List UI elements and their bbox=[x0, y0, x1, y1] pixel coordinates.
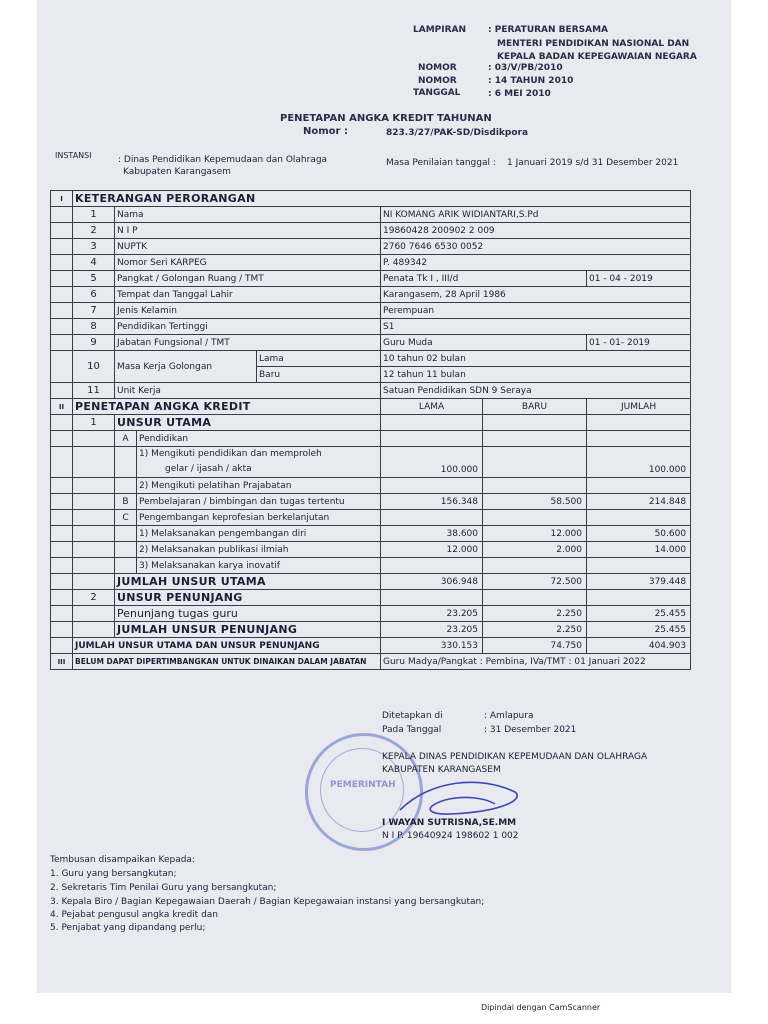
section-1-roman: I bbox=[51, 191, 73, 207]
value-lama: 100.000 bbox=[381, 447, 483, 478]
lampiran-value: : PERATURAN BERSAMA bbox=[488, 25, 608, 35]
item-label: Pendidikan bbox=[137, 431, 381, 447]
lampiran-line2: MENTERI PENDIDIKAN NASIONAL DAN bbox=[497, 39, 690, 49]
instansi-value-line1: : Dinas Pendidikan Kepemudaan dan Olahraga bbox=[118, 155, 328, 165]
lampiran-line3: KEPALA BADAN KEPEGAWAIAN NEGARA bbox=[497, 52, 697, 62]
row-value: Karangasem, 28 April 1986 bbox=[381, 287, 691, 303]
row-label: Tempat dan Tanggal Lahir bbox=[115, 287, 381, 303]
masa-penilaian-value: 1 Januari 2019 s/d 31 Desember 2021 bbox=[507, 158, 679, 168]
table-row bbox=[51, 494, 691, 510]
row-value: Guru Muda bbox=[381, 335, 587, 351]
section-2-title: PENETAPAN ANGKA KREDIT bbox=[73, 399, 381, 415]
row-number: 2 bbox=[73, 223, 115, 239]
table-row bbox=[51, 447, 691, 478]
row-value: NI KOMANG ARIK WIDIANTARI,S.Pd bbox=[381, 207, 691, 223]
unsur-utama-title: UNSUR UTAMA bbox=[115, 415, 381, 431]
table-row bbox=[51, 526, 691, 542]
table-row bbox=[51, 383, 691, 399]
table-row bbox=[51, 558, 691, 574]
section-3-row bbox=[51, 654, 691, 670]
ditetapkan-value: : Amlapura bbox=[484, 711, 534, 721]
value-jumlah: 379.448 bbox=[587, 574, 691, 590]
table-row bbox=[51, 510, 691, 526]
tembusan-item: 2. Sekretaris Tim Penilai Guru yang bersangkutan; bbox=[50, 883, 277, 893]
table-row bbox=[51, 255, 691, 271]
section-3-label: BELUM DAPAT DIPERTIMBANGKAN UNTUK DINAIKAN DALAM JABATAN bbox=[73, 654, 381, 670]
table-row bbox=[51, 638, 691, 654]
row-label: Nomor Seri KARPEG bbox=[115, 255, 381, 271]
row-value: P. 489342 bbox=[381, 255, 691, 271]
table-row bbox=[51, 207, 691, 223]
row-value: Penata Tk I , III/d bbox=[381, 271, 587, 287]
row-label: Nama bbox=[115, 207, 381, 223]
tembusan-item: 5. Penjabat yang dipandang perlu; bbox=[50, 923, 206, 933]
ditetapkan-label: Ditetapkan di bbox=[382, 711, 443, 721]
instansi-label: INSTANSI bbox=[55, 151, 92, 160]
value-jumlah: 25.455 bbox=[587, 606, 691, 622]
table-row bbox=[51, 415, 691, 431]
scanner-footer: Dipindai dengan CamScanner bbox=[481, 1003, 601, 1012]
lampiran-label: LAMPIRAN bbox=[413, 25, 467, 35]
row-number: 9 bbox=[73, 335, 115, 351]
value-jumlah: 100.000 bbox=[587, 447, 691, 478]
value-baru: 74.750 bbox=[483, 638, 587, 654]
title-nomor-label: Nomor : bbox=[303, 126, 348, 137]
value-baru: 2.250 bbox=[483, 606, 587, 622]
row-label: Unit Kerja bbox=[115, 383, 381, 399]
nomor2-label: NOMOR bbox=[418, 76, 457, 86]
row-tmt: 01 - 01- 2019 bbox=[587, 335, 691, 351]
item-letter: B bbox=[115, 494, 137, 510]
value-baru: 2.250 bbox=[483, 622, 587, 638]
masa-kerja-baru-value: 12 tahun 11 bulan bbox=[381, 367, 691, 383]
row-label: Pendidikan Tertinggi bbox=[115, 319, 381, 335]
value-lama: 330.153 bbox=[381, 638, 483, 654]
signatory-office-line1: KEPALA DINAS PENDIDIKAN KEPEMUDAAN DAN OLAHRAGA bbox=[382, 752, 648, 762]
table-row bbox=[51, 622, 691, 638]
value-baru: 2.000 bbox=[483, 542, 587, 558]
item-label: 1) Melaksanakan pengembangan diri bbox=[137, 526, 381, 542]
nomor1-label: NOMOR bbox=[418, 63, 457, 73]
item-label: 2) Melaksanakan publikasi ilmiah bbox=[137, 542, 381, 558]
section-1-title: KETERANGAN PERORANGAN bbox=[73, 191, 691, 207]
item-label: Pengembangan keprofesian berkelanjutan bbox=[137, 510, 381, 526]
value-lama: 23.205 bbox=[381, 606, 483, 622]
row-label: Jabatan Fungsional / TMT bbox=[115, 335, 381, 351]
jumlah-unsur-utama-label: JUMLAH UNSUR UTAMA bbox=[115, 574, 381, 590]
nomor2-value: : 14 TAHUN 2010 bbox=[488, 76, 574, 86]
document-title: PENETAPAN ANGKA KREDIT TAHUNAN bbox=[280, 113, 492, 124]
instansi-value-line2: Kabupaten Karangasem bbox=[123, 167, 231, 177]
tembusan-item: 3. Kepala Biro / Bagian Kepegawaian Daerah / Bagian Kepegawaian instansi yang bersangkutan; bbox=[50, 897, 485, 907]
item-label: 3) Melaksanakan karya inovatif bbox=[137, 558, 381, 574]
jumlah-unsur-penunjang-label: JUMLAH UNSUR PENUNJANG bbox=[115, 622, 381, 638]
table-row bbox=[51, 303, 691, 319]
title-nomor-value: 823.3/27/PAK-SD/Disdikpora bbox=[386, 128, 529, 138]
row-number: 10 bbox=[73, 351, 115, 383]
masa-kerja-lama-label: Lama bbox=[257, 351, 381, 367]
section-3-value: Guru Madya/Pangkat : Pembina, IVa/TMT : 01 Januari 2022 bbox=[381, 654, 691, 670]
unsur-penunjang-title: UNSUR PENUNJANG bbox=[115, 590, 381, 606]
item-label: Pembelajaran / bimbingan dan tugas tertentu bbox=[137, 494, 381, 510]
tanggal-label: TANGGAL bbox=[413, 88, 461, 98]
handwritten-signature bbox=[390, 770, 530, 820]
tembusan-item: 4. Pejabat pengusul angka kredit dan bbox=[50, 910, 218, 920]
row-number: 7 bbox=[73, 303, 115, 319]
item-label: 2) Mengikuti pelatihan Prajabatan bbox=[137, 478, 381, 494]
item-letter: A bbox=[115, 431, 137, 447]
value-lama: 23.205 bbox=[381, 622, 483, 638]
table-row bbox=[51, 271, 691, 287]
table-row bbox=[51, 335, 691, 351]
row-label: NUPTK bbox=[115, 239, 381, 255]
unsur-penunjang-number: 2 bbox=[73, 590, 115, 606]
row-number: 8 bbox=[73, 319, 115, 335]
signatory-name: I WAYAN SUTRISNA,SE.MM bbox=[382, 818, 517, 828]
table-row bbox=[51, 574, 691, 590]
value-baru: 72.500 bbox=[483, 574, 587, 590]
value-lama: 306.948 bbox=[381, 574, 483, 590]
table-row bbox=[51, 287, 691, 303]
table-row bbox=[51, 239, 691, 255]
item-letter: C bbox=[115, 510, 137, 526]
tembusan-item: 1. Guru yang bersangkutan; bbox=[50, 869, 177, 879]
value-jumlah: 14.000 bbox=[587, 542, 691, 558]
value-jumlah: 214.848 bbox=[587, 494, 691, 510]
table-row bbox=[51, 319, 691, 335]
row-value: 19860428 200902 2 009 bbox=[381, 223, 691, 239]
row-number: 5 bbox=[73, 271, 115, 287]
nomor1-value: : 03/V/PB/2010 bbox=[488, 63, 563, 73]
row-number: 3 bbox=[73, 239, 115, 255]
table-row bbox=[51, 431, 691, 447]
table-row bbox=[51, 351, 691, 367]
row-number: 11 bbox=[73, 383, 115, 399]
value-lama: 12.000 bbox=[381, 542, 483, 558]
signatory-office-line2: KABUPATEN KARANGASEM bbox=[382, 765, 501, 775]
value-jumlah: 404.903 bbox=[587, 638, 691, 654]
row-number: 4 bbox=[73, 255, 115, 271]
row-label: Masa Kerja Golongan bbox=[115, 351, 257, 383]
row-value: Perempuan bbox=[381, 303, 691, 319]
row-value: 2760 7646 6530 0052 bbox=[381, 239, 691, 255]
table-row bbox=[51, 590, 691, 606]
row-label: N I P bbox=[115, 223, 381, 239]
row-value: Satuan Pendidikan SDN 9 Seraya bbox=[381, 383, 691, 399]
item-label-line1: 1) Mengikuti pendidikan dan memproleh bbox=[139, 449, 322, 459]
tanggal-value: : 6 MEI 2010 bbox=[488, 89, 551, 99]
row-label: Pangkat / Golongan Ruang / TMT bbox=[115, 271, 381, 287]
section-2-header bbox=[51, 399, 691, 415]
signatory-nip: N I P. 19640924 198602 1 002 bbox=[382, 831, 519, 841]
row-number: 1 bbox=[73, 207, 115, 223]
row-label: Jenis Kelamin bbox=[115, 303, 381, 319]
value-lama: 38.600 bbox=[381, 526, 483, 542]
table-row bbox=[51, 606, 691, 622]
value-lama: 156.348 bbox=[381, 494, 483, 510]
tembusan-title: Tembusan disampaikan Kepada: bbox=[50, 855, 195, 865]
table-row bbox=[51, 542, 691, 558]
pada-tanggal-value: : 31 Desember 2021 bbox=[484, 725, 577, 735]
item-label: Penunjang tugas guru bbox=[115, 606, 381, 622]
masa-penilaian-label: Masa Penilaian tanggal : bbox=[386, 158, 496, 168]
value-jumlah: 25.455 bbox=[587, 622, 691, 638]
section-3-roman: III bbox=[51, 654, 73, 670]
item-label-line2: gelar / ijasah / akta bbox=[165, 464, 252, 474]
masa-kerja-baru-label: Baru bbox=[257, 367, 381, 383]
unsur-utama-number: 1 bbox=[73, 415, 115, 431]
row-value: S1 bbox=[381, 319, 691, 335]
stamp-text: PEMERINTAH bbox=[330, 780, 396, 790]
row-tmt: 01 - 04 - 2019 bbox=[587, 271, 691, 287]
column-header-jumlah: JUMLAH bbox=[587, 399, 691, 415]
item-label bbox=[137, 447, 381, 478]
value-jumlah: 50.600 bbox=[587, 526, 691, 542]
masa-kerja-lama-value: 10 tahun 02 bulan bbox=[381, 351, 691, 367]
column-header-lama: LAMA bbox=[381, 399, 483, 415]
value-baru: 12.000 bbox=[483, 526, 587, 542]
section-2-roman: II bbox=[51, 399, 73, 415]
total-label: JUMLAH UNSUR UTAMA DAN UNSUR PENUNJANG bbox=[73, 638, 381, 654]
penetapan-table bbox=[50, 190, 691, 670]
table-row bbox=[51, 478, 691, 494]
value-baru: 58.500 bbox=[483, 494, 587, 510]
row-number: 6 bbox=[73, 287, 115, 303]
column-header-baru: BARU bbox=[483, 399, 587, 415]
section-1-header bbox=[51, 191, 691, 207]
table-row bbox=[51, 223, 691, 239]
pada-tanggal-label: Pada Tanggal bbox=[382, 725, 442, 735]
